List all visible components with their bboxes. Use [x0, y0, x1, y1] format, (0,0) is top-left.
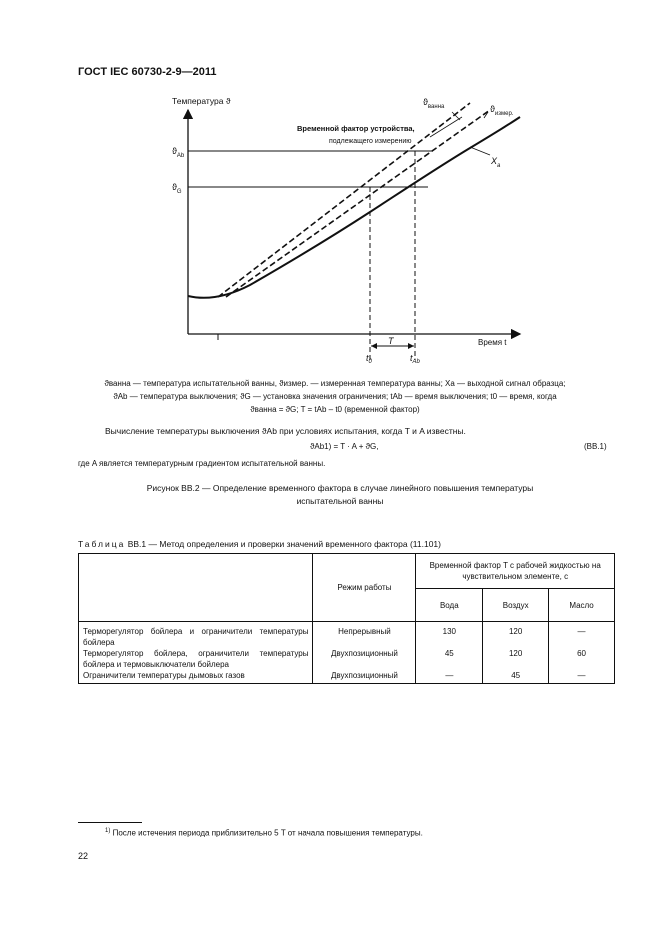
- annotation-line-2: подлежащего измерению: [329, 138, 412, 145]
- t0-label: $t_0$: [366, 353, 372, 365]
- header-factor: Временной фактор T с рабочей жидкостью на чувствительном элементе, с: [416, 554, 615, 589]
- header-water: Вода: [416, 589, 483, 622]
- theta-g-label: $ϑ_G$: [172, 182, 182, 195]
- table-row: [79, 648, 615, 670]
- row-water: 130: [416, 622, 483, 649]
- tab-label: $t_{Ab}$: [410, 353, 420, 365]
- row-water: —: [416, 670, 483, 684]
- table-row: [79, 670, 615, 684]
- formula: ϑAb1) = T · A + ϑG,: [310, 442, 379, 451]
- time-factor-table: [78, 553, 615, 684]
- footnote-mark: 1): [105, 828, 111, 834]
- theta-bath-label: $ϑ_{ванна}$: [423, 97, 445, 110]
- legend-line-3: ϑванна = ϑG; T = tAb – t0 (временной фактор): [250, 405, 420, 414]
- footnote: [105, 828, 423, 838]
- row-oil: —: [549, 670, 615, 684]
- row-water: 45: [416, 648, 483, 670]
- y-axis-label: Температура ϑ: [172, 96, 231, 106]
- row-name: Ограничители температуры дымовых газов: [79, 670, 313, 684]
- figure-caption: [100, 482, 580, 508]
- table-caption-prefix: Таблица: [78, 539, 126, 549]
- footnote-divider: [78, 822, 142, 823]
- legend-line-1: ϑванна — температура испытательной ванны, ϑизмер. — измеренная температура ванны; Xa — выходной сигнал образца;: [104, 379, 566, 388]
- footnote-text: После истечения периода приблизительно 5 T от начала повышения температуры.: [112, 828, 423, 838]
- where-text: где A является температурным градиентом испытательной ванны.: [78, 459, 326, 468]
- time-factor-figure: [0, 0, 661, 375]
- table-caption-rest: ВВ.1 — Метод определения и проверки значений временного фактора (11.101): [125, 539, 441, 549]
- xa-label: $X_a$: [491, 156, 501, 169]
- row-mode: Двухпозиционный: [313, 670, 416, 684]
- figure-legend: [70, 377, 600, 416]
- theta-measured-label: $ϑ_{измер.}$: [490, 104, 514, 117]
- caption-line-1: Рисунок ВВ.2 — Определение временного фактора в случае линейного повышения температуры: [146, 483, 534, 493]
- row-air: 45: [483, 670, 549, 684]
- row-oil: 60: [549, 648, 615, 670]
- legend-line-2: ϑAb — температура выключения; ϑG — установка значения ограничения; tAb — время выключения; t0 — время, когда: [113, 392, 557, 401]
- t-dimension-label: T: [388, 336, 394, 346]
- theta-ab-label: $ϑ_{Ab}$: [172, 146, 185, 159]
- row-name: Терморегулятор бойлера и ограничители температуры бойлера: [79, 622, 313, 649]
- page-number: 22: [78, 851, 89, 861]
- row-oil: —: [549, 622, 615, 649]
- row-name: Терморегулятор бойлера, ограничители температуры бойлера и термовыключатели бойлера: [79, 648, 313, 670]
- annotation-line-1: Временной фактор устройства,: [297, 124, 415, 133]
- x-axis-label: Время t: [478, 338, 507, 347]
- header-oil: Масло: [549, 589, 615, 622]
- row-mode: Непрерывный: [313, 622, 416, 649]
- table-caption: [78, 539, 441, 549]
- header-mode: Режим работы: [313, 554, 416, 622]
- header-air: Воздух: [483, 589, 549, 622]
- formula-number: (BB.1): [584, 442, 607, 451]
- row-air: 120: [483, 622, 549, 649]
- header-empty: [79, 554, 313, 622]
- document-header: ГОСТ IEC 60730-2-9—2011: [78, 66, 217, 78]
- row-air: 120: [483, 648, 549, 670]
- caption-line-2: испытательной ванны: [296, 496, 384, 506]
- table-row: [79, 622, 615, 649]
- calculation-text: Вычисление температуры выключения ϑAb при условиях испытания, когда T и A известны.: [105, 426, 466, 436]
- row-mode: Двухпозиционный: [313, 648, 416, 670]
